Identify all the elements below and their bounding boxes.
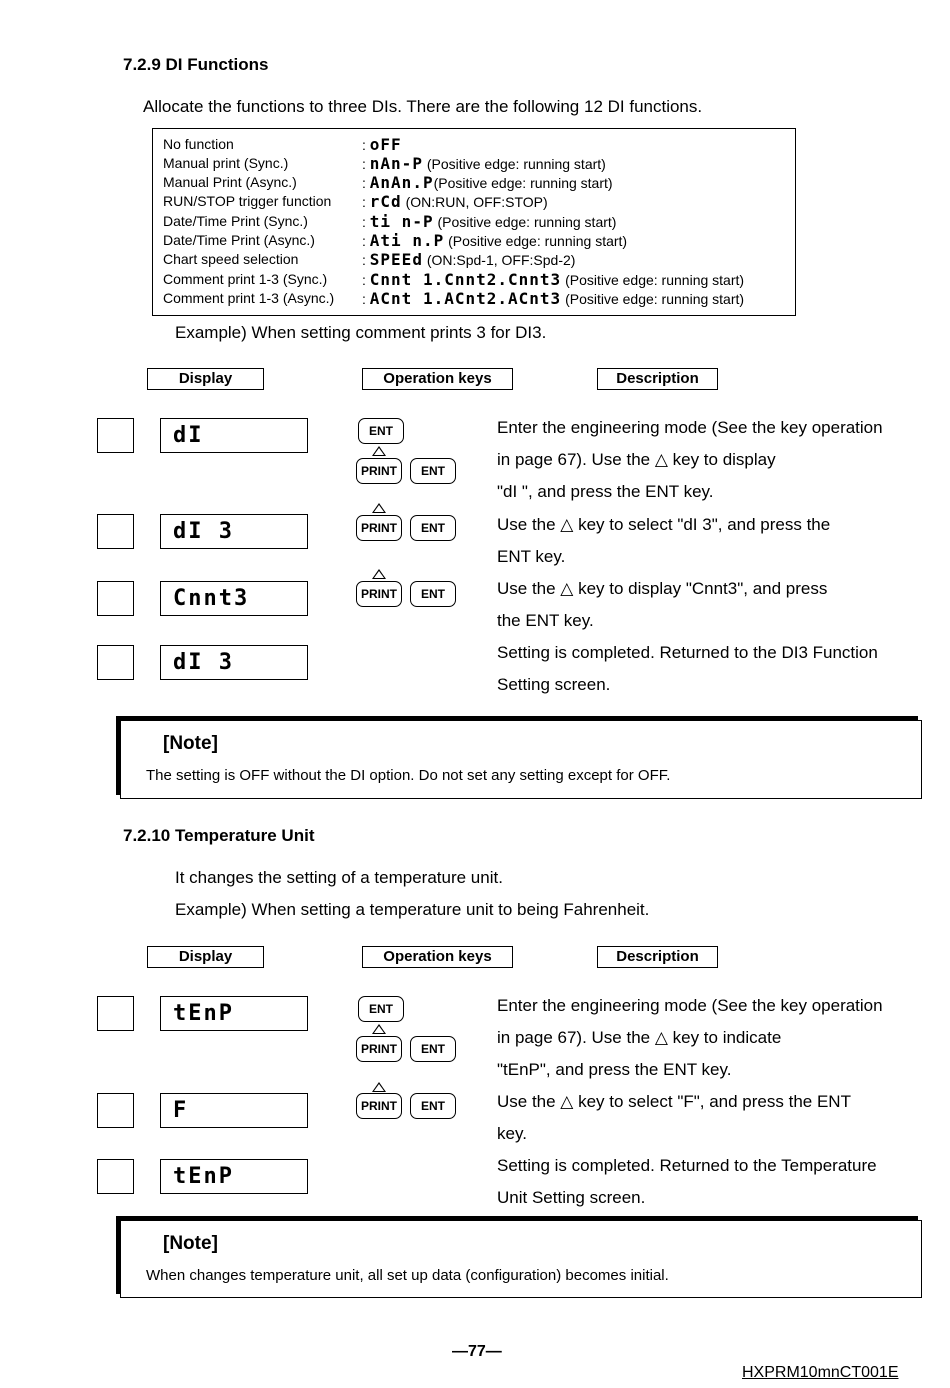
step-description: Enter the engineering mode (See the key operation in page 67). Use the △ key to indicate "tEnP", and press the ENT key. bbox=[497, 996, 883, 1079]
display-readout: dI 3 bbox=[160, 645, 308, 680]
note-text: The setting is OFF without the DI option. Do not set any setting except for OFF. bbox=[146, 767, 671, 784]
print-key[interactable]: PRINT bbox=[356, 458, 402, 484]
display-readout: dI bbox=[160, 418, 308, 453]
di-function-table: No function : oFF Manual print (Sync.) : nAn-P (Positive edge: running start) Manual Print (Async.) : AnAn.P(Positive edge: running start) RUN/STOP trigger function : rCd (ON:RUN, OFF:STOP) Date/Time Print (Sync.) : ti n-P (Positive edge: running start) Date/Time Print (Async.) : Ati n.P (Positive edge: running start) Chart speed selection : SPEEd (ON:Spd-1, OFF:Spd-2) Comment print 1-3 (Sync.) : Cnnt 1.Cnnt2.Cnnt3 (Positive edge: running start) Comment print 1-3 (Async.) : ACnt 1.ACnt2.ACnt3 (Positive edge: running start) bbox=[152, 128, 796, 316]
ent-key[interactable]: ENT bbox=[410, 458, 456, 484]
page-number: —77— bbox=[452, 1343, 502, 1360]
ent-key[interactable]: ENT bbox=[410, 515, 456, 541]
note-text: When changes temperature unit, all set up data (configuration) becomes initial. bbox=[146, 1267, 669, 1284]
step-description: Use the △ key to select "dI 3", and press the ENT key. bbox=[497, 515, 831, 566]
step-description: Setting is completed. Returned to the Temperature Unit Setting screen. bbox=[497, 1156, 877, 1207]
ent-key[interactable]: ENT bbox=[358, 418, 404, 444]
section-heading-temp: 7.2.10 Temperature Unit bbox=[123, 826, 315, 845]
ent-key[interactable]: ENT bbox=[410, 1093, 456, 1119]
display-column-header: Display bbox=[147, 368, 264, 390]
note-box bbox=[120, 1220, 922, 1298]
note-title: [Note] bbox=[163, 733, 218, 754]
step-checkbox[interactable] bbox=[97, 514, 134, 549]
print-key[interactable]: PRINT bbox=[356, 1036, 402, 1062]
display-readout: F bbox=[160, 1093, 308, 1128]
step-checkbox[interactable] bbox=[97, 645, 134, 680]
up-arrow-icon bbox=[372, 1024, 386, 1034]
section-intro-di: Allocate the functions to three DIs. There are the following 12 DI functions. bbox=[143, 97, 703, 116]
description-column-header: Description bbox=[597, 946, 718, 968]
step-description: Setting is completed. Returned to the DI3 Function Setting screen. bbox=[497, 643, 878, 694]
ent-key[interactable]: ENT bbox=[410, 1036, 456, 1062]
up-arrow-icon bbox=[372, 503, 386, 513]
example-text-temp: Example) When setting a temperature unit to being Fahrenheit. bbox=[175, 900, 650, 919]
section-intro-temp: It changes the setting of a temperature unit. bbox=[175, 868, 503, 887]
note-box bbox=[120, 720, 922, 799]
example-text-di: Example) When setting comment prints 3 for DI3. bbox=[175, 323, 547, 342]
print-key[interactable]: PRINT bbox=[356, 1093, 402, 1119]
section-heading-di: 7.2.9 DI Functions bbox=[123, 55, 269, 74]
step-checkbox[interactable] bbox=[97, 581, 134, 616]
step-checkbox[interactable] bbox=[97, 1093, 134, 1128]
description-column-header: Description bbox=[597, 368, 718, 390]
display-readout: tEnP bbox=[160, 996, 308, 1031]
up-arrow-icon bbox=[372, 569, 386, 579]
keys-column-header: Operation keys bbox=[362, 946, 513, 968]
display-readout: tEnP bbox=[160, 1159, 308, 1194]
print-key[interactable]: PRINT bbox=[356, 515, 402, 541]
display-column-header: Display bbox=[147, 946, 264, 968]
keys-column-header: Operation keys bbox=[362, 368, 513, 390]
display-readout: dI 3 bbox=[160, 514, 308, 549]
ent-key[interactable]: ENT bbox=[410, 581, 456, 607]
note-title: [Note] bbox=[163, 1233, 218, 1254]
up-arrow-icon bbox=[372, 446, 386, 456]
step-description: Enter the engineering mode (See the key operation in page 67). Use the △ key to display "dI ", and press the ENT key. bbox=[497, 418, 883, 501]
ent-key[interactable]: ENT bbox=[358, 996, 404, 1022]
document-id: HXPRM10mnCT001E bbox=[742, 1364, 899, 1381]
step-description: Use the △ key to select "F", and press the ENT key. bbox=[497, 1092, 851, 1143]
step-description: Use the △ key to display "Cnnt3", and press the ENT key. bbox=[497, 579, 828, 630]
step-checkbox[interactable] bbox=[97, 418, 134, 453]
display-readout: Cnnt3 bbox=[160, 581, 308, 616]
up-arrow-icon bbox=[372, 1082, 386, 1092]
step-checkbox[interactable] bbox=[97, 1159, 134, 1194]
step-checkbox[interactable] bbox=[97, 996, 134, 1031]
print-key[interactable]: PRINT bbox=[356, 581, 402, 607]
